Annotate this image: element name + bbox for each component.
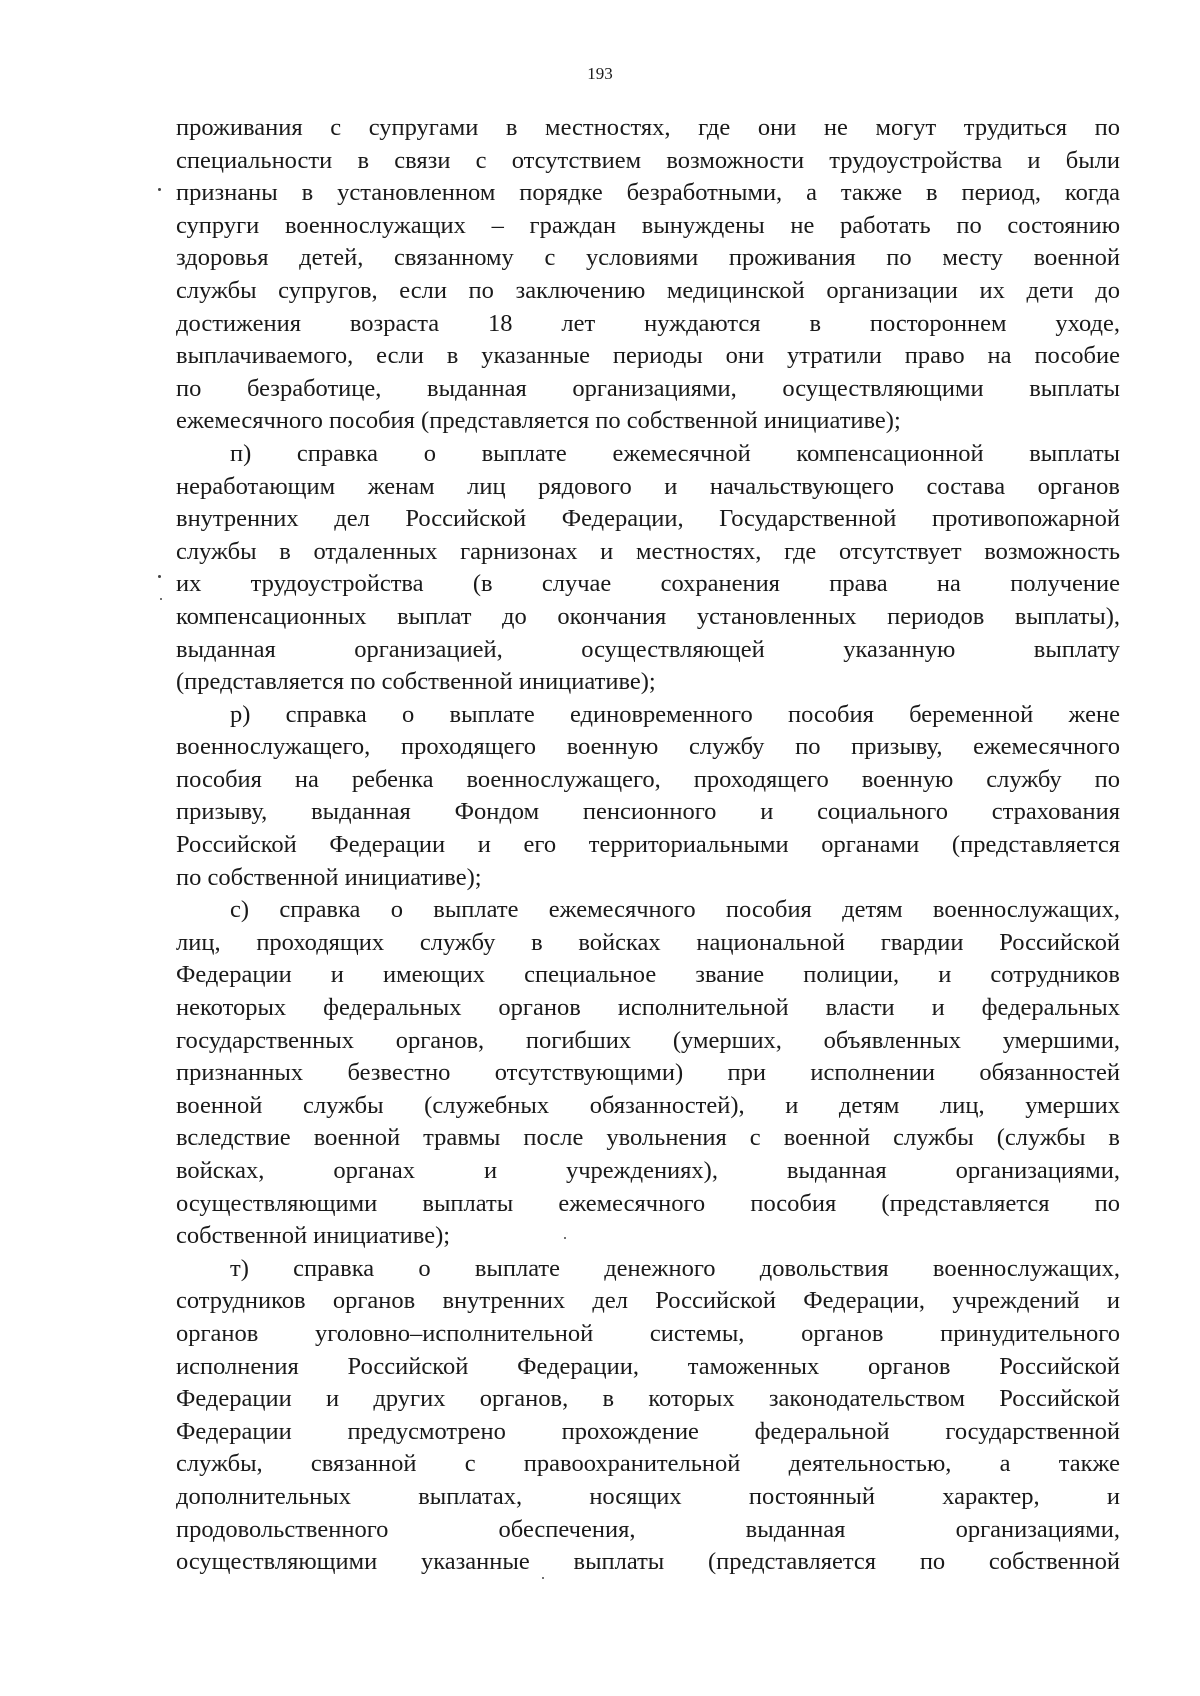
text-line: внутренних дел Российской Федерации, Государственной противопожарной (176, 505, 1120, 533)
page-number: 193 (587, 64, 613, 83)
text-line: (представляется по собственной инициативе); (176, 668, 656, 696)
text-line: органов уголовно–исполнительной системы, органов принудительного (176, 1319, 1120, 1347)
scan-speck (160, 598, 162, 600)
text-line: службы супругов, если по заключению медицинской организации их дети до (176, 276, 1120, 304)
text-line: Федерации и других органов, в которых законодательством Российской (176, 1385, 1120, 1413)
paragraph-item-p (176, 438, 1120, 699)
text-line: некоторых федеральных органов исполнительной власти и федеральных (176, 994, 1120, 1022)
paragraph-item-r (176, 699, 1120, 895)
text-line: продовольственного обеспечения, выданная организациями, (176, 1515, 1120, 1543)
text-line: достижения возраста 18 лет нуждаются в постороннем уходе, (176, 309, 1120, 337)
paragraph-item-s (176, 894, 1120, 1253)
text-line: компенсационных выплат до окончания установленных периодов выплаты), (176, 602, 1120, 630)
text-line: р) справка о выплате единовременного пособия беременной жене (230, 700, 1120, 728)
paragraph-continuation (176, 112, 1120, 438)
text-line: пособия на ребенка военнослужащего, проходящего военную службу по (176, 765, 1120, 793)
text-line: службы в отдаленных гарнизонах и местностях, где отсутствует возможность (176, 537, 1120, 565)
text-line: выданная организацией, осуществляющей указанную выплату (176, 635, 1120, 663)
text-line: здоровья детей, связанному с условиями проживания по месту военной (176, 244, 1120, 272)
text-line: военнослужащего, проходящего военную службу по призыву, ежемесячного (176, 733, 1120, 761)
text-line: признаны в установленном порядке безработными, а также в период, когда (176, 179, 1120, 207)
text-line: п) справка о выплате ежемесячной компенсационной выплаты (230, 439, 1120, 467)
scan-speck (158, 188, 161, 191)
text-line: с) справка о выплате ежемесячного пособия детям военнослужащих, (230, 896, 1120, 924)
text-line: военной службы (служебных обязанностей), и детям лиц, умерших (176, 1091, 1120, 1119)
text-line: Российской Федерации и его территориальными органами (представляется (176, 831, 1120, 859)
text-line: специальности в связи с отсутствием возможности трудоустройства и были (176, 146, 1120, 174)
text-line: призыву, выданная Фондом пенсионного и социального страхования (176, 798, 1120, 826)
text-line: службы, связанной с правоохранительной деятельностью, а также (176, 1450, 1120, 1478)
text-line: проживания с супругами в местностях, где они не могут трудиться по (176, 114, 1120, 141)
text-line: дополнительных выплатах, носящих постоянный характер, и (176, 1482, 1120, 1510)
text-line: государственных органов, погибших (умерших, объявленных умершими, (176, 1026, 1120, 1054)
text-line: лиц, проходящих службу в войсках национальной гвардии Российской (176, 928, 1120, 956)
text-line: выплачиваемого, если в указанные периоды они утратили право на пособие (176, 342, 1120, 370)
text-line: т) справка о выплате денежного довольствия военнослужащих, (230, 1254, 1120, 1282)
paragraph-item-t (176, 1253, 1120, 1579)
document-body (176, 112, 1120, 1579)
text-line: ежемесячного пособия (представляется по собственной инициативе); (176, 407, 901, 435)
scan-speck (564, 1237, 566, 1239)
text-line: по собственной инициативе); (176, 863, 482, 891)
text-line: войсках, органах и учреждениях), выданная организациями, (176, 1157, 1120, 1184)
scan-speck (542, 1577, 544, 1579)
text-line: Федерации предусмотрено прохождение федеральной государственной (176, 1417, 1120, 1445)
text-line: признанных безвестно отсутствующими) при исполнении обязанностей (176, 1059, 1120, 1087)
text-line: неработающим женам лиц рядового и начальствующего состава органов (176, 472, 1120, 500)
text-line: вследствие военной травмы после увольнения с военной службы (службы в (176, 1124, 1120, 1152)
scan-speck (158, 575, 161, 578)
text-line: сотрудников органов внутренних дел Российской Федерации, учреждений и (176, 1287, 1120, 1315)
text-line: супруги военнослужащих – граждан вынуждены не работать по состоянию (176, 211, 1120, 239)
text-line: собственной инициативе); (176, 1222, 451, 1250)
text-line: исполнения Российской Федерации, таможенных органов Российской (176, 1352, 1120, 1380)
text-line: Федерации и имеющих специальное звание полиции, и сотрудников (176, 961, 1120, 989)
text-line: по безработице, выданная организациями, осуществляющими выплаты (176, 374, 1120, 402)
text-line: осуществляющими указанные выплаты (представляется по собственной (176, 1548, 1120, 1576)
text-line: осуществляющими выплаты ежемесячного пособия (представляется по (176, 1189, 1120, 1217)
text-line: их трудоустройства (в случае сохранения права на получение (176, 570, 1120, 598)
